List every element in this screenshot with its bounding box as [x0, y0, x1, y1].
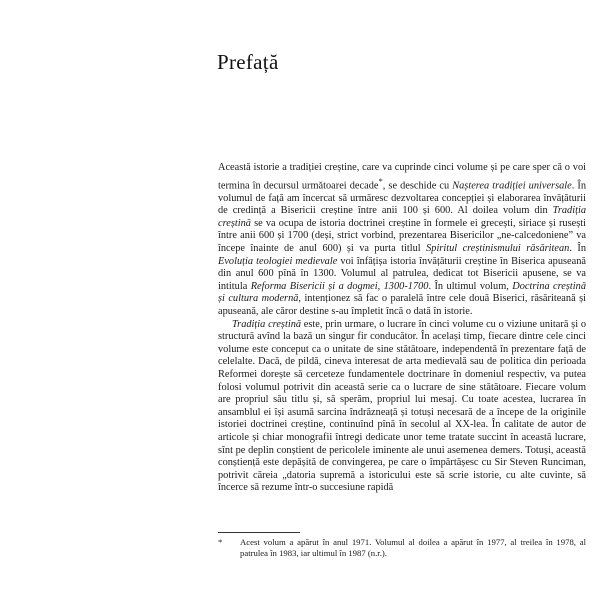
- text-run: . În: [569, 243, 586, 254]
- text-run: voi înfățișa istoria învățăturii creștine în Biserica apuseană din anul 600 pînă în 1300. Volumul al patrulea, dedicat tot Bisericii apusene, se va intitula: [218, 255, 586, 292]
- text-run: . În volumul de față am încercat să urmăresc dezvoltarea concepției și elaborarea învățăturii de credință a Bisericii creștine între anii 100 și 600. Al doilea volum din: [218, 180, 587, 217]
- page-title: Prefață: [217, 50, 279, 74]
- italic-title: Doctrina creștină și cultura modernă: [218, 280, 586, 305]
- footnote-divider: [218, 532, 300, 533]
- italic-title: Evoluția teologiei medievale: [218, 255, 338, 267]
- footnote: [218, 537, 586, 559]
- text-run: Această istorie a tradiției creștine, care va cuprinde cinci volume și pe care sper că o voi termina în decursul următoarei decade: [218, 162, 586, 192]
- italic-title: Tradiția creștină: [232, 318, 302, 330]
- text-run: este, prin urmare, o lucrare în cinci volume cu o viziune unitară și o structură avînd la bază un singur fir conducător. În același timp, fiecare dintre cele cinci volume este conceput ca o unitate de sine stătătoare, independentă în prezentare față de celelalte. Dacă, de pildă, cineva interesat de arta medievală sau de politica din perioada Reformei dorește să cerceteze fundamentele doctrinare în domeniul respectiv, va putea folosi volumul potrivit din această serie ca o lucrare de sine stătătoare. Fiecare volum are propriul său titlu și, să sperăm, propriul lui mesaj. Cu toate acestea, lucrarea în ansamblul ei își asumă sarcina îndrăzneață și totuși necesară de a începe de la originile istoriei doctrinei creștine, continuînd pînă în secolul al XX-lea. În calitate de autor de articole și chiar monografii întregi dedicate unor teme tratate succint în această lucrare, sînt pe deplin conștient de pericolele iminente ale unui asemenea demers. Totuși, această conștiență este depășită de convingerea, pe care o împărtășesc cu Sir Steven Runciman, potrivit căreia „datoria supremă a istoricului este să scrie istorie, cu alte cuvinte, să încerce să rezume într-o succesiune rapidă: [218, 318, 586, 494]
- footnote-ref: *: [378, 175, 383, 186]
- footnote-mark: *: [218, 537, 223, 547]
- italic-title: Reforma Bisericii și a dogmei, 1300-1700: [250, 280, 429, 292]
- footnote-text: Acest volum a apărut în anul 1971. Volumul al doilea a apărut în 1977, al treilea în 1978, al patrulea în 1983, iar ultimul în 1987 (n.r.).: [240, 537, 586, 558]
- paragraph-1: [218, 162, 586, 319]
- paragraph-2: [218, 319, 586, 495]
- italic-title: Nașterea tradiției universale: [452, 180, 572, 192]
- text-run: , intenționez să fac o paralelă între cele două Biserici, răsăriteană și apuseană, ale căror destine s-au împletit încă o dată în istorie.: [218, 293, 586, 317]
- text-run: , se deschide cu: [382, 180, 453, 192]
- text-run: . În ultimul volum,: [428, 280, 513, 292]
- body-text: [218, 162, 586, 495]
- italic-title: Spiritul creștinismului răsăritean: [426, 243, 570, 254]
- italic-title: Tradiția creștină: [218, 205, 586, 229]
- text-run: se va ocupa de istoria doctrinei creștine în formele ei grecești, siriace și rusești între anii 600 și 1700 (deși, strict vorbind, prezentarea Bisericilor „ne-calcedoniene” va începe înainte de anul 600) și va purta titlul: [218, 217, 586, 254]
